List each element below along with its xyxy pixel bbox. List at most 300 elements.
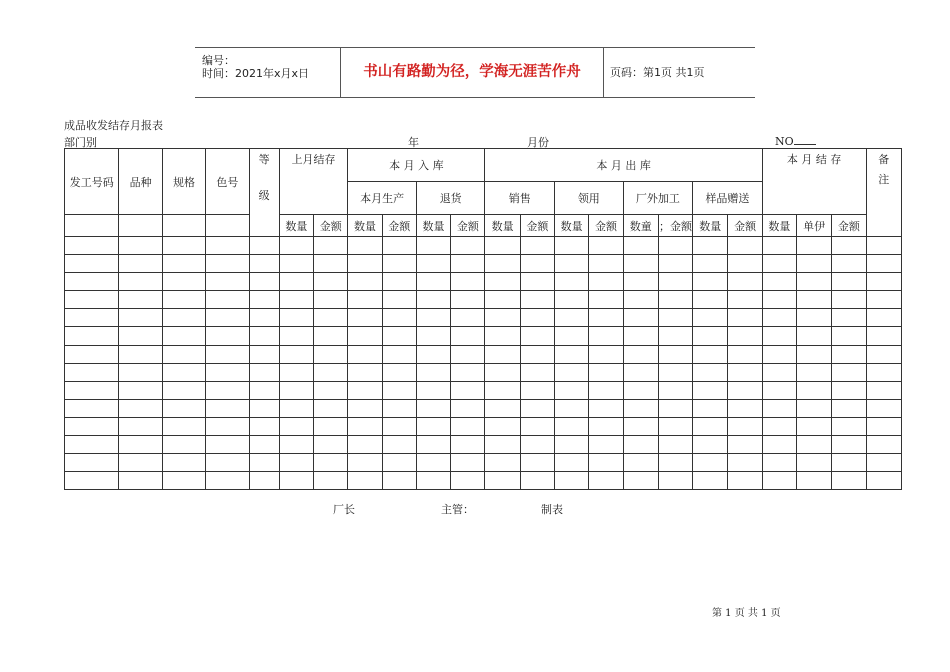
table-cell[interactable] (279, 327, 313, 345)
table-cell[interactable] (348, 309, 382, 327)
table-cell[interactable] (162, 291, 205, 309)
table-cell[interactable] (65, 454, 119, 472)
table-cell[interactable] (693, 417, 728, 435)
table-cell[interactable] (119, 255, 162, 273)
table-cell[interactable] (382, 436, 416, 454)
table-cell[interactable] (279, 255, 313, 273)
table-cell[interactable] (162, 436, 205, 454)
table-cell[interactable] (119, 345, 162, 363)
table-cell[interactable] (623, 363, 658, 381)
table-cell[interactable] (249, 399, 279, 417)
table-cell[interactable] (279, 363, 313, 381)
table-cell[interactable] (451, 454, 485, 472)
table-cell[interactable] (382, 381, 416, 399)
table-cell[interactable] (416, 417, 450, 435)
table-cell[interactable] (762, 436, 796, 454)
table-cell[interactable] (832, 417, 866, 435)
table-cell[interactable] (206, 472, 249, 490)
table-cell[interactable] (162, 381, 205, 399)
table-cell[interactable] (658, 345, 692, 363)
table-cell[interactable] (485, 237, 520, 255)
table-cell[interactable] (206, 309, 249, 327)
table-cell[interactable] (416, 309, 450, 327)
table-cell[interactable] (555, 454, 589, 472)
table-cell[interactable] (589, 363, 623, 381)
table-cell[interactable] (866, 472, 901, 490)
table-cell[interactable] (249, 345, 279, 363)
table-cell[interactable] (348, 454, 382, 472)
table-cell[interactable] (658, 417, 692, 435)
table-cell[interactable] (119, 327, 162, 345)
table-cell[interactable] (206, 454, 249, 472)
table-cell[interactable] (485, 454, 520, 472)
table-cell[interactable] (206, 381, 249, 399)
table-cell[interactable] (485, 436, 520, 454)
table-cell[interactable] (762, 399, 796, 417)
table-cell[interactable] (832, 454, 866, 472)
table-cell[interactable] (162, 472, 205, 490)
table-cell[interactable] (348, 327, 382, 345)
table-cell[interactable] (314, 327, 348, 345)
table-cell[interactable] (728, 345, 762, 363)
table-cell[interactable] (206, 273, 249, 291)
table-cell[interactable] (658, 327, 692, 345)
table-cell[interactable] (279, 436, 313, 454)
table-cell[interactable] (589, 273, 623, 291)
table-cell[interactable] (728, 309, 762, 327)
table-cell[interactable] (314, 345, 348, 363)
table-cell[interactable] (249, 327, 279, 345)
table-cell[interactable] (555, 327, 589, 345)
table-cell[interactable] (314, 291, 348, 309)
table-cell[interactable] (348, 255, 382, 273)
table-cell[interactable] (249, 417, 279, 435)
table-cell[interactable] (658, 381, 692, 399)
table-cell[interactable] (832, 255, 866, 273)
table-cell[interactable] (65, 381, 119, 399)
table-cell[interactable] (451, 417, 485, 435)
table-cell[interactable] (728, 255, 762, 273)
table-cell[interactable] (589, 345, 623, 363)
table-cell[interactable] (119, 237, 162, 255)
table-cell[interactable] (555, 381, 589, 399)
table-cell[interactable] (762, 273, 796, 291)
table-cell[interactable] (693, 454, 728, 472)
table-cell[interactable] (314, 363, 348, 381)
table-cell[interactable] (693, 345, 728, 363)
table-cell[interactable] (762, 237, 796, 255)
table-cell[interactable] (555, 472, 589, 490)
table-cell[interactable] (866, 436, 901, 454)
table-cell[interactable] (623, 291, 658, 309)
table-cell[interactable] (658, 291, 692, 309)
table-cell[interactable] (797, 327, 832, 345)
table-cell[interactable] (693, 472, 728, 490)
table-cell[interactable] (728, 327, 762, 345)
table-cell[interactable] (416, 291, 450, 309)
table-cell[interactable] (485, 345, 520, 363)
table-cell[interactable] (693, 255, 728, 273)
table-cell[interactable] (162, 363, 205, 381)
table-cell[interactable] (797, 309, 832, 327)
table-cell[interactable] (451, 291, 485, 309)
table-cell[interactable] (866, 399, 901, 417)
table-cell[interactable] (520, 291, 554, 309)
table-cell[interactable] (206, 345, 249, 363)
table-cell[interactable] (797, 454, 832, 472)
table-cell[interactable] (693, 436, 728, 454)
table-cell[interactable] (314, 255, 348, 273)
table-cell[interactable] (382, 417, 416, 435)
table-cell[interactable] (279, 291, 313, 309)
table-cell[interactable] (555, 291, 589, 309)
table-cell[interactable] (555, 237, 589, 255)
table-cell[interactable] (279, 345, 313, 363)
table-cell[interactable] (119, 363, 162, 381)
table-cell[interactable] (832, 327, 866, 345)
table-cell[interactable] (249, 381, 279, 399)
table-cell[interactable] (728, 237, 762, 255)
table-cell[interactable] (314, 472, 348, 490)
table-cell[interactable] (65, 436, 119, 454)
table-cell[interactable] (451, 472, 485, 490)
table-cell[interactable] (119, 273, 162, 291)
table-cell[interactable] (693, 273, 728, 291)
table-cell[interactable] (520, 399, 554, 417)
table-cell[interactable] (693, 327, 728, 345)
table-cell[interactable] (797, 363, 832, 381)
table-cell[interactable] (520, 454, 554, 472)
table-cell[interactable] (416, 472, 450, 490)
table-cell[interactable] (623, 454, 658, 472)
table-cell[interactable] (520, 436, 554, 454)
table-cell[interactable] (485, 381, 520, 399)
table-cell[interactable] (866, 417, 901, 435)
table-cell[interactable] (65, 255, 119, 273)
table-cell[interactable] (314, 273, 348, 291)
table-cell[interactable] (832, 381, 866, 399)
table-cell[interactable] (728, 363, 762, 381)
table-cell[interactable] (762, 363, 796, 381)
table-cell[interactable] (348, 472, 382, 490)
table-cell[interactable] (206, 237, 249, 255)
table-cell[interactable] (623, 237, 658, 255)
table-cell[interactable] (206, 291, 249, 309)
table-cell[interactable] (693, 291, 728, 309)
table-cell[interactable] (728, 417, 762, 435)
table-cell[interactable] (65, 363, 119, 381)
table-cell[interactable] (451, 327, 485, 345)
table-cell[interactable] (555, 345, 589, 363)
table-cell[interactable] (797, 291, 832, 309)
table-cell[interactable] (520, 273, 554, 291)
table-cell[interactable] (520, 363, 554, 381)
table-cell[interactable] (416, 399, 450, 417)
table-cell[interactable] (162, 399, 205, 417)
table-cell[interactable] (416, 381, 450, 399)
table-cell[interactable] (589, 237, 623, 255)
table-cell[interactable] (658, 399, 692, 417)
table-cell[interactable] (451, 237, 485, 255)
table-cell[interactable] (728, 381, 762, 399)
table-cell[interactable] (451, 436, 485, 454)
table-cell[interactable] (249, 291, 279, 309)
table-cell[interactable] (623, 436, 658, 454)
table-cell[interactable] (520, 472, 554, 490)
table-cell[interactable] (119, 399, 162, 417)
table-cell[interactable] (382, 399, 416, 417)
table-cell[interactable] (65, 309, 119, 327)
table-cell[interactable] (797, 381, 832, 399)
table-cell[interactable] (314, 237, 348, 255)
table-cell[interactable] (658, 454, 692, 472)
table-cell[interactable] (832, 309, 866, 327)
table-cell[interactable] (866, 381, 901, 399)
table-cell[interactable] (832, 345, 866, 363)
table-cell[interactable] (658, 237, 692, 255)
table-cell[interactable] (206, 327, 249, 345)
table-cell[interactable] (65, 472, 119, 490)
table-cell[interactable] (451, 345, 485, 363)
table-cell[interactable] (279, 273, 313, 291)
table-cell[interactable] (416, 255, 450, 273)
table-cell[interactable] (728, 273, 762, 291)
table-cell[interactable] (279, 309, 313, 327)
table-cell[interactable] (623, 381, 658, 399)
table-cell[interactable] (348, 436, 382, 454)
table-cell[interactable] (65, 291, 119, 309)
table-cell[interactable] (658, 309, 692, 327)
table-cell[interactable] (382, 237, 416, 255)
table-cell[interactable] (249, 237, 279, 255)
table-cell[interactable] (762, 381, 796, 399)
table-cell[interactable] (589, 436, 623, 454)
table-cell[interactable] (623, 345, 658, 363)
table-cell[interactable] (797, 345, 832, 363)
table-cell[interactable] (416, 454, 450, 472)
table-cell[interactable] (589, 309, 623, 327)
table-cell[interactable] (832, 273, 866, 291)
table-cell[interactable] (249, 472, 279, 490)
table-cell[interactable] (762, 291, 796, 309)
table-cell[interactable] (249, 363, 279, 381)
table-cell[interactable] (249, 309, 279, 327)
table-cell[interactable] (382, 363, 416, 381)
table-cell[interactable] (206, 417, 249, 435)
table-cell[interactable] (65, 237, 119, 255)
table-cell[interactable] (832, 399, 866, 417)
table-cell[interactable] (762, 327, 796, 345)
table-cell[interactable] (451, 309, 485, 327)
table-cell[interactable] (797, 237, 832, 255)
table-cell[interactable] (162, 327, 205, 345)
table-cell[interactable] (520, 255, 554, 273)
table-cell[interactable] (162, 417, 205, 435)
table-cell[interactable] (623, 309, 658, 327)
table-cell[interactable] (658, 273, 692, 291)
table-cell[interactable] (589, 381, 623, 399)
table-cell[interactable] (162, 237, 205, 255)
table-cell[interactable] (206, 399, 249, 417)
table-cell[interactable] (589, 472, 623, 490)
table-cell[interactable] (728, 472, 762, 490)
table-cell[interactable] (451, 273, 485, 291)
table-cell[interactable] (348, 417, 382, 435)
table-cell[interactable] (693, 381, 728, 399)
table-cell[interactable] (589, 327, 623, 345)
table-cell[interactable] (762, 255, 796, 273)
table-cell[interactable] (348, 363, 382, 381)
table-cell[interactable] (832, 291, 866, 309)
table-cell[interactable] (797, 472, 832, 490)
table-cell[interactable] (797, 417, 832, 435)
table-cell[interactable] (623, 327, 658, 345)
table-cell[interactable] (866, 345, 901, 363)
table-cell[interactable] (693, 309, 728, 327)
table-cell[interactable] (832, 363, 866, 381)
table-cell[interactable] (279, 472, 313, 490)
table-cell[interactable] (658, 363, 692, 381)
table-cell[interactable] (451, 381, 485, 399)
table-cell[interactable] (485, 327, 520, 345)
table-cell[interactable] (589, 454, 623, 472)
table-cell[interactable] (416, 237, 450, 255)
table-cell[interactable] (416, 363, 450, 381)
table-cell[interactable] (451, 363, 485, 381)
table-cell[interactable] (451, 399, 485, 417)
table-cell[interactable] (832, 436, 866, 454)
table-cell[interactable] (485, 255, 520, 273)
table-cell[interactable] (249, 454, 279, 472)
table-cell[interactable] (762, 454, 796, 472)
table-cell[interactable] (279, 399, 313, 417)
table-cell[interactable] (206, 363, 249, 381)
table-cell[interactable] (162, 255, 205, 273)
table-cell[interactable] (249, 273, 279, 291)
table-cell[interactable] (382, 309, 416, 327)
table-cell[interactable] (119, 417, 162, 435)
table-cell[interactable] (797, 436, 832, 454)
table-cell[interactable] (728, 291, 762, 309)
table-cell[interactable] (728, 436, 762, 454)
table-cell[interactable] (314, 454, 348, 472)
table-cell[interactable] (762, 472, 796, 490)
table-cell[interactable] (520, 309, 554, 327)
table-cell[interactable] (762, 309, 796, 327)
table-cell[interactable] (314, 436, 348, 454)
table-cell[interactable] (589, 417, 623, 435)
table-cell[interactable] (348, 381, 382, 399)
table-cell[interactable] (485, 291, 520, 309)
table-cell[interactable] (658, 436, 692, 454)
table-cell[interactable] (119, 309, 162, 327)
table-cell[interactable] (206, 255, 249, 273)
table-cell[interactable] (555, 273, 589, 291)
table-cell[interactable] (416, 273, 450, 291)
table-cell[interactable] (249, 436, 279, 454)
table-cell[interactable] (866, 237, 901, 255)
table-cell[interactable] (382, 273, 416, 291)
table-cell[interactable] (119, 472, 162, 490)
table-cell[interactable] (866, 309, 901, 327)
table-cell[interactable] (693, 363, 728, 381)
table-cell[interactable] (520, 237, 554, 255)
table-cell[interactable] (832, 237, 866, 255)
table-cell[interactable] (314, 399, 348, 417)
table-cell[interactable] (555, 436, 589, 454)
table-cell[interactable] (589, 399, 623, 417)
table-cell[interactable] (416, 345, 450, 363)
table-cell[interactable] (348, 345, 382, 363)
table-cell[interactable] (314, 381, 348, 399)
table-cell[interactable] (485, 273, 520, 291)
table-cell[interactable] (382, 327, 416, 345)
table-cell[interactable] (279, 237, 313, 255)
table-cell[interactable] (65, 417, 119, 435)
table-cell[interactable] (728, 454, 762, 472)
table-cell[interactable] (485, 417, 520, 435)
table-cell[interactable] (555, 399, 589, 417)
table-cell[interactable] (555, 309, 589, 327)
table-cell[interactable] (589, 291, 623, 309)
table-cell[interactable] (623, 472, 658, 490)
table-cell[interactable] (119, 381, 162, 399)
table-cell[interactable] (555, 255, 589, 273)
table-cell[interactable] (589, 255, 623, 273)
table-cell[interactable] (832, 472, 866, 490)
table-cell[interactable] (162, 454, 205, 472)
table-cell[interactable] (693, 399, 728, 417)
table-cell[interactable] (279, 417, 313, 435)
table-cell[interactable] (119, 436, 162, 454)
table-cell[interactable] (162, 273, 205, 291)
table-cell[interactable] (728, 399, 762, 417)
table-cell[interactable] (119, 291, 162, 309)
table-cell[interactable] (65, 345, 119, 363)
table-cell[interactable] (623, 417, 658, 435)
table-cell[interactable] (520, 381, 554, 399)
table-cell[interactable] (416, 436, 450, 454)
table-cell[interactable] (279, 381, 313, 399)
table-cell[interactable] (485, 363, 520, 381)
table-cell[interactable] (520, 417, 554, 435)
table-cell[interactable] (162, 309, 205, 327)
table-cell[interactable] (65, 327, 119, 345)
table-cell[interactable] (866, 273, 901, 291)
table-cell[interactable] (382, 454, 416, 472)
table-cell[interactable] (162, 345, 205, 363)
table-cell[interactable] (382, 345, 416, 363)
table-cell[interactable] (520, 327, 554, 345)
table-cell[interactable] (797, 399, 832, 417)
table-cell[interactable] (65, 273, 119, 291)
table-cell[interactable] (555, 363, 589, 381)
table-cell[interactable] (382, 255, 416, 273)
table-cell[interactable] (382, 472, 416, 490)
table-cell[interactable] (314, 309, 348, 327)
table-cell[interactable] (314, 417, 348, 435)
table-cell[interactable] (866, 363, 901, 381)
table-cell[interactable] (348, 399, 382, 417)
table-cell[interactable] (485, 309, 520, 327)
table-cell[interactable] (416, 327, 450, 345)
table-cell[interactable] (762, 417, 796, 435)
table-cell[interactable] (451, 255, 485, 273)
table-cell[interactable] (866, 291, 901, 309)
table-cell[interactable] (520, 345, 554, 363)
table-cell[interactable] (866, 255, 901, 273)
table-cell[interactable] (797, 255, 832, 273)
